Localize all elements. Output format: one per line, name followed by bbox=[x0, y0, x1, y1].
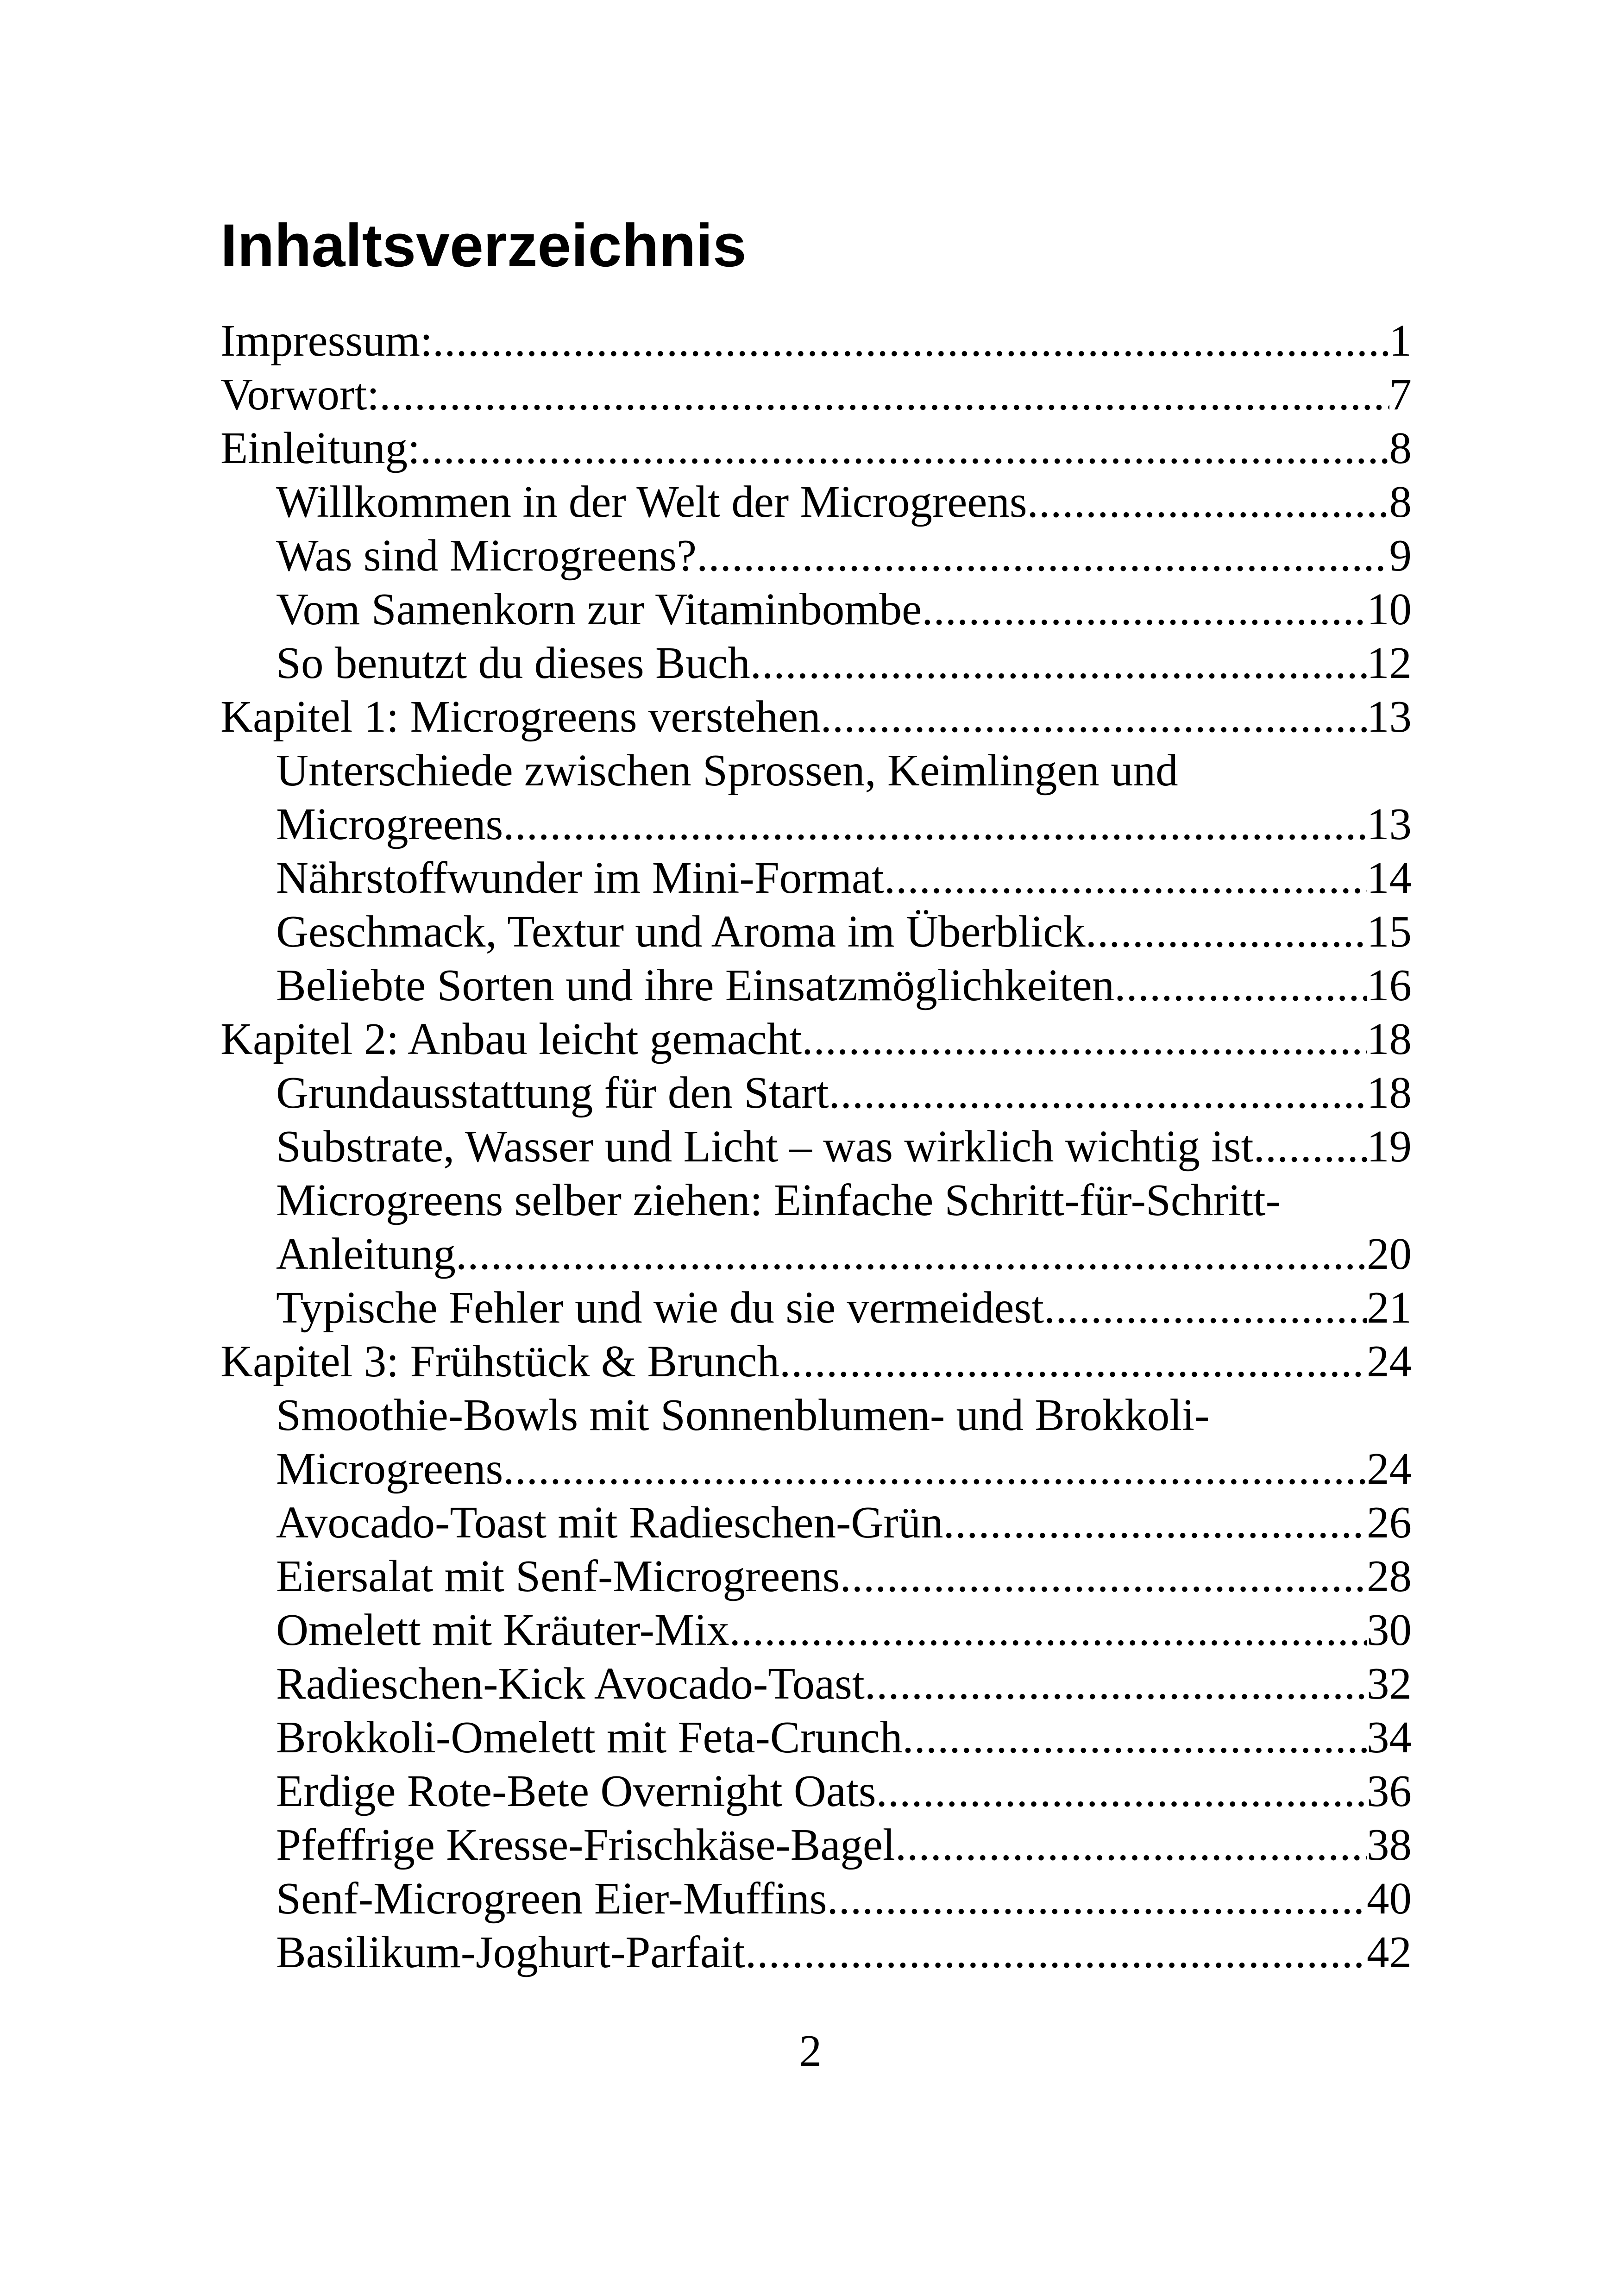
toc-entry-page: 38 bbox=[1367, 1820, 1412, 1869]
toc-entry-title: Impressum: bbox=[220, 316, 433, 365]
toc-subentry[interactable] bbox=[220, 744, 1412, 851]
toc-entry-title-line1: Smoothie-Bowls mit Sonnenblumen- und Brokkoli- bbox=[276, 1390, 1210, 1440]
toc-entry-page: 8 bbox=[1389, 477, 1412, 527]
toc-entry-page: 1 bbox=[1389, 316, 1412, 365]
toc-entry-page: 13 bbox=[1367, 692, 1412, 741]
toc-dot-leader bbox=[697, 529, 1389, 583]
toc-dot-leader bbox=[884, 851, 1367, 905]
toc-entry-title: Vorwort: bbox=[220, 370, 380, 419]
toc-subentry[interactable] bbox=[220, 583, 1412, 636]
toc-dot-leader bbox=[802, 1012, 1367, 1066]
toc-entry-title-line2: Microgreens bbox=[276, 799, 503, 849]
toc-entry-title: Kapitel 3: Frühstück & Brunch bbox=[220, 1336, 779, 1386]
toc-entry-title: Avocado-Toast mit Radieschen-Grün bbox=[276, 1498, 943, 1547]
toc-entry-page: 10 bbox=[1367, 584, 1412, 634]
toc-entry-page: 8 bbox=[1389, 423, 1412, 473]
toc-entry-page: 12 bbox=[1367, 638, 1412, 688]
toc-entry-page: 24 bbox=[1367, 1444, 1412, 1493]
toc-entry-title: Senf-Microgreen Eier-Muffins bbox=[276, 1874, 827, 1923]
toc-entry-title-line1: Microgreens selber ziehen: Einfache Schritt-für-Schritt- bbox=[276, 1175, 1281, 1225]
toc-dot-leader bbox=[745, 1926, 1367, 1979]
toc-entry-title: So benutzt du dieses Buch bbox=[276, 638, 750, 688]
toc-entry-page: 42 bbox=[1367, 1927, 1412, 1977]
toc-entry-title-line2: Microgreens bbox=[276, 1444, 503, 1493]
toc-dot-leader bbox=[433, 314, 1389, 368]
toc-entry-page: 32 bbox=[1367, 1659, 1412, 1708]
toc-entry-title: Erdige Rote-Bete Overnight Oats bbox=[276, 1766, 876, 1816]
toc-entry-title: Grundausstattung für den Start bbox=[276, 1068, 829, 1117]
toc-dot-leader bbox=[503, 797, 1367, 851]
toc-entry-page: 30 bbox=[1367, 1605, 1412, 1655]
toc-entry-title: Beliebte Sorten und ihre Einsatzmöglichkeiten bbox=[276, 960, 1115, 1010]
toc-entry[interactable] bbox=[220, 368, 1412, 421]
toc-subentry[interactable] bbox=[220, 1764, 1412, 1818]
toc-entry-title: Geschmack, Textur und Aroma im Überblick bbox=[276, 907, 1086, 956]
toc-subentry[interactable] bbox=[220, 1281, 1412, 1335]
toc-entry-title: Was sind Microgreens? bbox=[276, 531, 697, 580]
toc-dot-leader bbox=[829, 1066, 1367, 1120]
toc-entry-title: Nährstoffwunder im Mini-Format bbox=[276, 853, 884, 903]
toc-entry-page: 40 bbox=[1367, 1874, 1412, 1923]
toc-subentry[interactable] bbox=[220, 1657, 1412, 1711]
toc-entry-title: Brokkoli-Omelett mit Feta-Crunch bbox=[276, 1713, 903, 1762]
toc-entry[interactable] bbox=[220, 421, 1412, 475]
toc-dot-leader bbox=[379, 368, 1389, 421]
toc-entry-page: 7 bbox=[1389, 370, 1412, 419]
toc-dot-leader bbox=[922, 583, 1367, 636]
toc-subentry[interactable] bbox=[220, 1120, 1412, 1173]
toc-entry-title: Vom Samenkorn zur Vitaminbombe bbox=[276, 584, 922, 634]
toc-subentry[interactable] bbox=[220, 1872, 1412, 1926]
toc-subentry[interactable] bbox=[220, 905, 1412, 959]
toc-dot-leader bbox=[865, 1657, 1367, 1711]
toc-subentry[interactable] bbox=[220, 1496, 1412, 1549]
toc-dot-leader bbox=[1254, 1120, 1367, 1173]
toc-dot-leader bbox=[1044, 1281, 1367, 1335]
toc-entry-title-line1: Unterschiede zwischen Sprossen, Keimlingen und bbox=[276, 746, 1178, 795]
toc-subentry[interactable] bbox=[220, 1818, 1412, 1872]
toc-entry-title: Kapitel 2: Anbau leicht gemacht bbox=[220, 1014, 802, 1064]
table-of-contents bbox=[220, 314, 1412, 1979]
page-number: 2 bbox=[799, 2026, 822, 2076]
toc-entry-page: 18 bbox=[1367, 1068, 1412, 1117]
toc-dot-leader bbox=[420, 421, 1389, 475]
toc-entry-title-line2: Anleitung bbox=[276, 1229, 456, 1279]
toc-entry-title: Basilikum-Joghurt-Parfait bbox=[276, 1927, 745, 1977]
toc-subentry[interactable] bbox=[220, 1388, 1412, 1496]
toc-dot-leader bbox=[1027, 475, 1389, 529]
toc-entry-title: Omelett mit Kräuter-Mix bbox=[276, 1605, 729, 1655]
toc-entry-page: 28 bbox=[1367, 1551, 1412, 1601]
toc-dot-leader bbox=[503, 1442, 1367, 1496]
toc-subentry[interactable] bbox=[220, 636, 1412, 690]
toc-subentry[interactable] bbox=[220, 959, 1412, 1012]
toc-dot-leader bbox=[840, 1549, 1367, 1603]
toc-entry-page: 14 bbox=[1367, 853, 1412, 903]
toc-entry[interactable] bbox=[220, 1335, 1412, 1388]
toc-entry-title: Willkommen in der Welt der Microgreens bbox=[276, 477, 1027, 527]
toc-entry-page: 24 bbox=[1367, 1336, 1412, 1386]
toc-dot-leader bbox=[750, 636, 1367, 690]
toc-dot-leader bbox=[1086, 905, 1367, 959]
page-title: Inhaltsverzeichnis bbox=[220, 211, 747, 279]
toc-dot-leader bbox=[876, 1764, 1367, 1818]
toc-dot-leader bbox=[943, 1496, 1367, 1549]
toc-entry-page: 34 bbox=[1367, 1713, 1412, 1762]
toc-entry-title: Kapitel 1: Microgreens verstehen bbox=[220, 692, 821, 741]
toc-entry-title: Pfeffrige Kresse-Frischkäse-Bagel bbox=[276, 1820, 895, 1869]
toc-entry-title: Typische Fehler und wie du sie vermeidest bbox=[276, 1283, 1044, 1332]
toc-subentry[interactable] bbox=[220, 1926, 1412, 1979]
toc-entry-page: 19 bbox=[1367, 1122, 1412, 1171]
toc-entry-page: 20 bbox=[1367, 1229, 1412, 1279]
toc-entry[interactable] bbox=[220, 1012, 1412, 1066]
toc-dot-leader bbox=[456, 1227, 1367, 1281]
toc-entry[interactable] bbox=[220, 690, 1412, 744]
toc-subentry[interactable] bbox=[220, 475, 1412, 529]
toc-dot-leader bbox=[895, 1818, 1367, 1872]
toc-dot-leader bbox=[1114, 959, 1367, 1012]
toc-entry-page: 26 bbox=[1367, 1498, 1412, 1547]
toc-entry-page: 16 bbox=[1367, 960, 1412, 1010]
toc-entry-page: 36 bbox=[1367, 1766, 1412, 1816]
toc-subentry[interactable] bbox=[220, 529, 1412, 583]
toc-entry-title: Eiersalat mit Senf-Microgreens bbox=[276, 1551, 840, 1601]
toc-dot-leader bbox=[821, 690, 1367, 744]
toc-dot-leader bbox=[779, 1335, 1367, 1388]
toc-subentry[interactable] bbox=[220, 1603, 1412, 1657]
toc-entry-page: 15 bbox=[1367, 907, 1412, 956]
toc-subentry[interactable] bbox=[220, 1549, 1412, 1603]
toc-entry-title: Einleitung: bbox=[220, 423, 421, 473]
toc-entry-page: 21 bbox=[1367, 1283, 1412, 1332]
toc-entry-page: 9 bbox=[1389, 531, 1412, 580]
toc-subentry[interactable] bbox=[220, 1711, 1412, 1764]
toc-entry-page: 18 bbox=[1367, 1014, 1412, 1064]
toc-subentry[interactable] bbox=[220, 1066, 1412, 1120]
toc-subentry[interactable] bbox=[220, 1173, 1412, 1281]
toc-dot-leader bbox=[827, 1872, 1367, 1926]
toc-entry[interactable] bbox=[220, 314, 1412, 368]
toc-entry-title: Radieschen-Kick Avocado-Toast bbox=[276, 1659, 865, 1708]
toc-dot-leader bbox=[729, 1603, 1367, 1657]
toc-entry-page: 13 bbox=[1367, 799, 1412, 849]
toc-entry-title: Substrate, Wasser und Licht – was wirklich wichtig ist bbox=[276, 1122, 1254, 1171]
toc-subentry[interactable] bbox=[220, 851, 1412, 905]
toc-dot-leader bbox=[902, 1711, 1367, 1764]
